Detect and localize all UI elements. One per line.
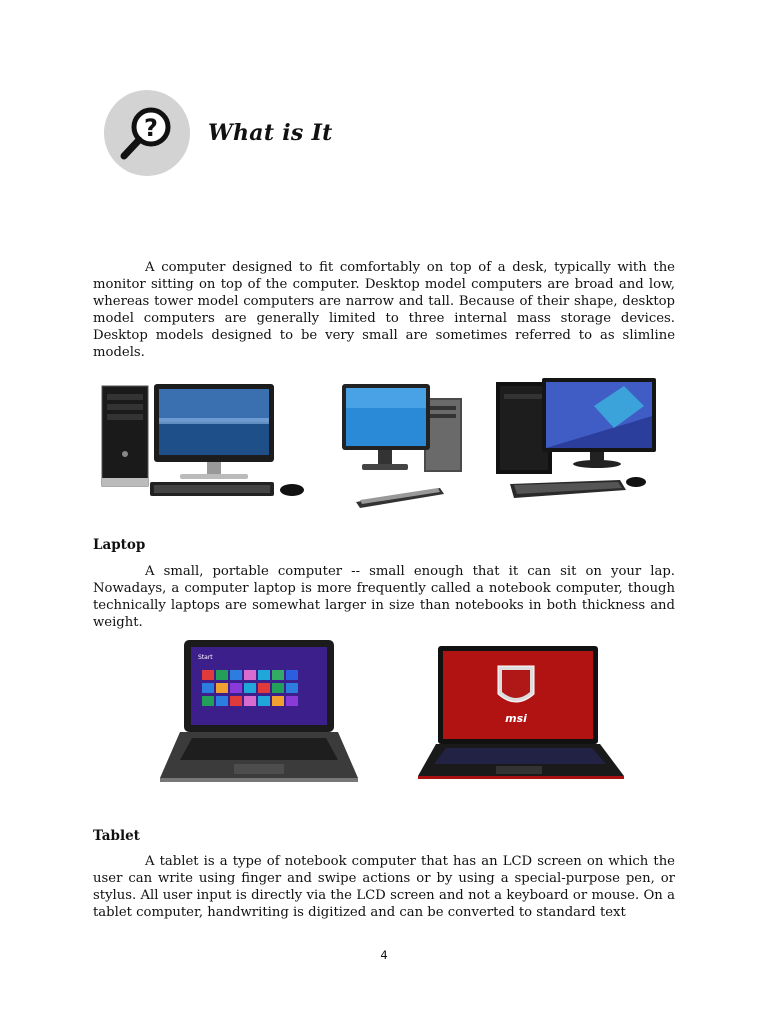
generic-desktop-image <box>340 380 466 508</box>
acer-desktop-image <box>494 376 658 504</box>
laptop-heading: Laptop <box>93 537 146 553</box>
laptop-paragraph: A small, portable computer -- small enough that it can sit on your lap. Nowadays, a computer laptop is more frequently called a notebook computer, though technically laptops are somewhat larger in size than notebooks in both thickness and weight. <box>93 564 675 630</box>
msi-laptop-image <box>416 644 626 780</box>
msi-logo-text: msi <box>505 712 527 725</box>
hp-laptop-image <box>158 638 360 784</box>
tablet-paragraph: A tablet is a type of notebook computer that has an LCD screen on which the user can write using finger and swipe actions or by using a special-purpose pen, or stylus. All user input is directly via the LCD screen and not a keyboard or mouse. On a tablet computer, handwriting is digitized and can be converted to standard text <box>93 854 675 920</box>
start-label: Start <box>198 654 213 661</box>
page-number: 4 <box>380 948 388 962</box>
magnifier-question-icon <box>104 90 190 176</box>
desktop-paragraph: A computer designed to fit comfortably on top of a desk, typically with the monitor sitting on top of the computer. Desktop model computers are broad and low, whereas tower model computers are narrow and tall. Because of their shape, desktop model computers are generally limited to three internal mass storage devices. Desktop models designed to be very small are sometimes referred to as slimline models. <box>93 260 675 360</box>
page-title: What is It <box>208 120 333 146</box>
hp-desktop-image <box>100 380 308 502</box>
section-heading <box>104 90 333 176</box>
tablet-heading: Tablet <box>93 828 140 844</box>
svg-text:?: ? <box>144 114 158 142</box>
